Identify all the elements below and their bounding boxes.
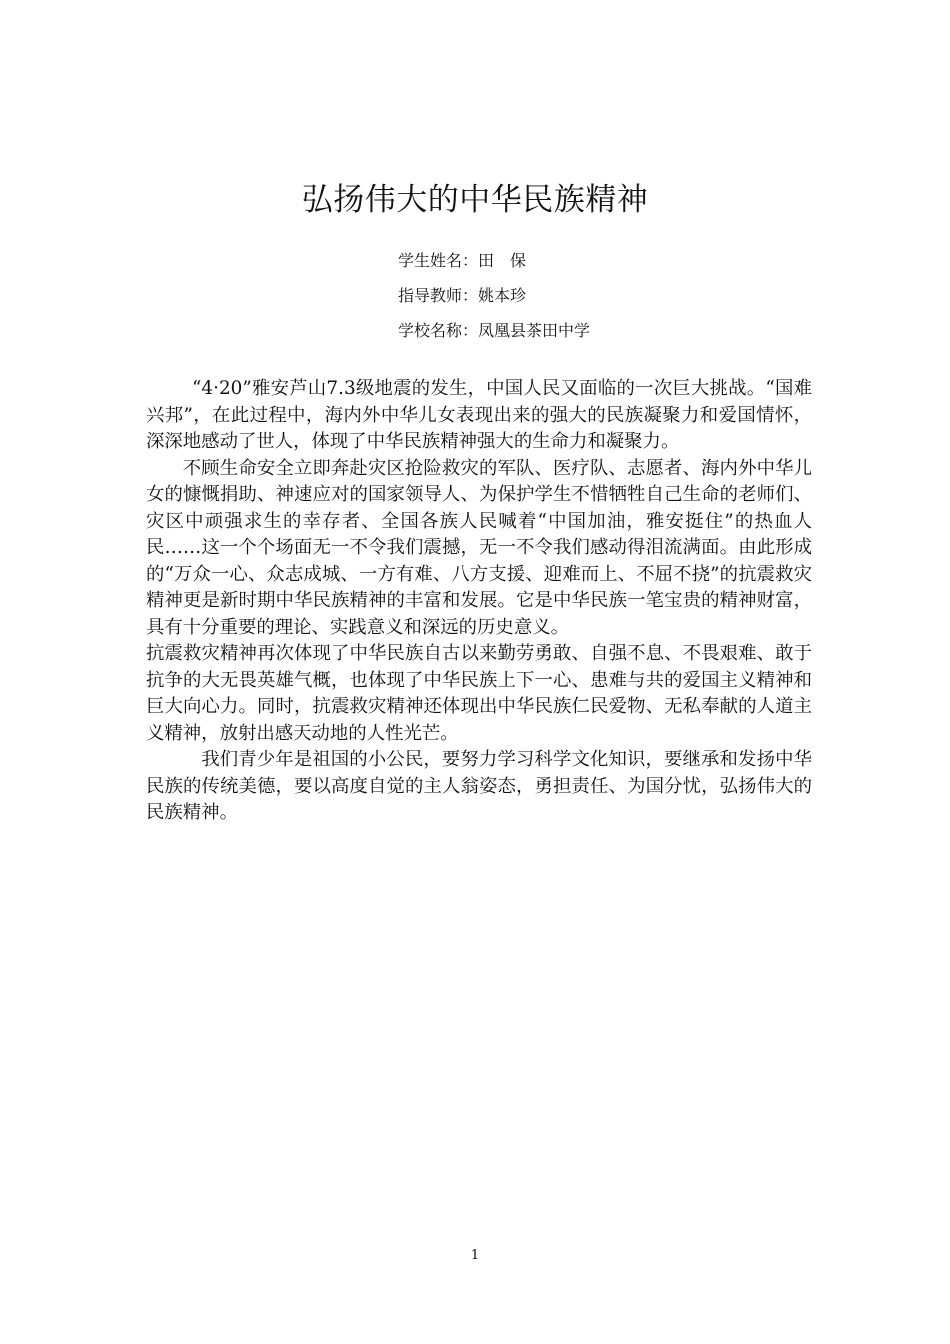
essay-body	[146, 376, 812, 827]
school-name: 学校名称：凤凰县茶田中学	[398, 321, 591, 340]
paragraph-1: “4·20”雅安芦山7.3级地震的发生，中国人民又面临的一次巨大挑战。“国难兴邦”，在此过程中，海内外中华儿女表现出来的强大的民族凝聚力和爱国情怀，深深地感动了世人，体现了中华民族精神强大的生命力和凝聚力。	[146, 378, 812, 452]
paragraph-3: 抗震救灾精神再次体现了中华民族自古以来勤劳勇敢、自强不息、不畏艰难、敢于抗争的大无畏英雄气概，也体现了中华民族上下一心、患难与共的爱国主义精神和巨大向心力。同时，抗震救灾精神还体现出中华民族仁民爱物、无私奉献的人道主义精神，放射出感天动地的人性光芒。	[146, 643, 812, 744]
paragraph-2: 不顾生命安全立即奔赴灾区抢险救灾的军队、医疗队、志愿者、海内外中华儿女的慷慨捐助、神速应对的国家领导人、为保护学生不惜牺牲自己生命的老师们、灾区中顽强求生的幸存者、全国各族人民喊着“中国加油，雅安挺住”的热血人民……这一个个场面无一不令我们震撼，无一不令我们感动得泪流满面。由此形成的“万众一心、众志成城、一方有难、八方支援、迎难而上、不屈不挠”的抗震救灾精神更是新时期中华民族精神的丰富和发展。它是中华民族一笔宝贵的精神财富，具有十分重要的理论、实践意义和深远的历史意义。	[146, 457, 812, 638]
paragraph-4: 我们青少年是祖国的小公民，要努力学习科学文化知识，要继承和发扬中华民族的传统美德，要以高度自觉的主人翁姿态，勇担责任、为国分忧，弘扬伟大的民族精神。	[146, 749, 812, 823]
teacher-name: 指导教师：姚本珍	[398, 286, 527, 305]
student-name: 学生姓名：田 保	[398, 251, 527, 270]
page-number: 1	[470, 1248, 480, 1263]
document-title: 弘扬伟大的中华民族精神	[301, 182, 649, 218]
